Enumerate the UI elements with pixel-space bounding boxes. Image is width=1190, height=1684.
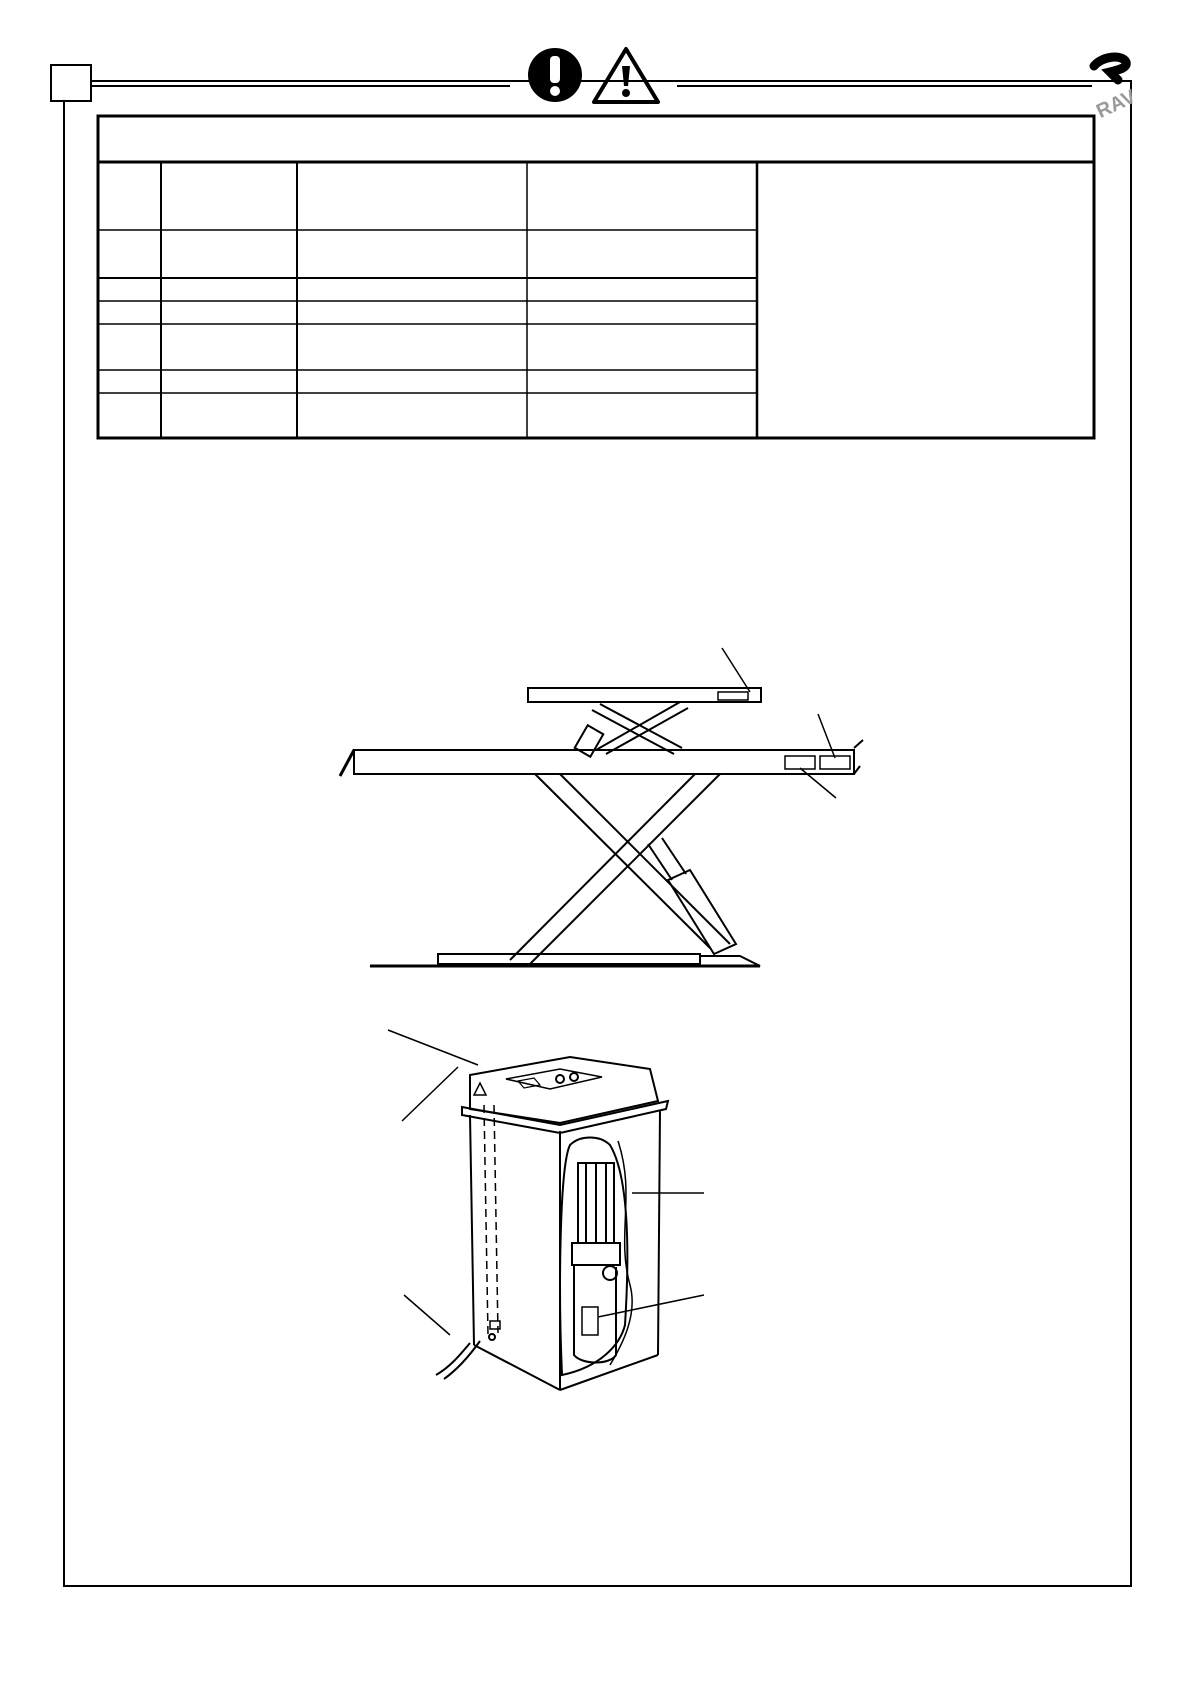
- cabinet-cutaway: [560, 1138, 627, 1376]
- callout-leader: [404, 1295, 450, 1335]
- control-panel: [506, 1069, 602, 1089]
- control-unit-drawing: [410, 1045, 720, 1400]
- warning-triangle-icon: [594, 49, 658, 102]
- upper-platform-label: [718, 692, 748, 700]
- spec-table: [97, 115, 1095, 439]
- brand-logo: [1088, 52, 1144, 123]
- header-rule-left: [92, 85, 510, 87]
- tank-label: [582, 1307, 598, 1335]
- callout-leader: [722, 648, 750, 692]
- warning-icons: [528, 46, 664, 104]
- control-button: [556, 1075, 564, 1083]
- control-button: [570, 1073, 578, 1081]
- main-platform: [354, 750, 854, 774]
- valve-block: [572, 1243, 620, 1265]
- main-scissor-arm: [535, 774, 710, 948]
- lid-arrow-mark: [474, 1083, 486, 1095]
- mandatory-exclamation-icon: [528, 48, 582, 102]
- callout-leader: [598, 1295, 704, 1317]
- callout-leader: [402, 1067, 458, 1121]
- callout-leader: [800, 768, 836, 798]
- header-rule-right: [677, 85, 1092, 87]
- main-scissor-arm: [510, 774, 695, 960]
- scissor-lift-drawing: [330, 648, 890, 995]
- label-plate: [785, 756, 815, 769]
- callout-leader: [818, 714, 835, 758]
- cabinet-edge: [470, 1115, 474, 1345]
- logo-text: RAV: [1093, 85, 1140, 123]
- page-number-box: [50, 64, 92, 102]
- upper-cylinder: [575, 725, 604, 757]
- base-frame: [438, 954, 700, 964]
